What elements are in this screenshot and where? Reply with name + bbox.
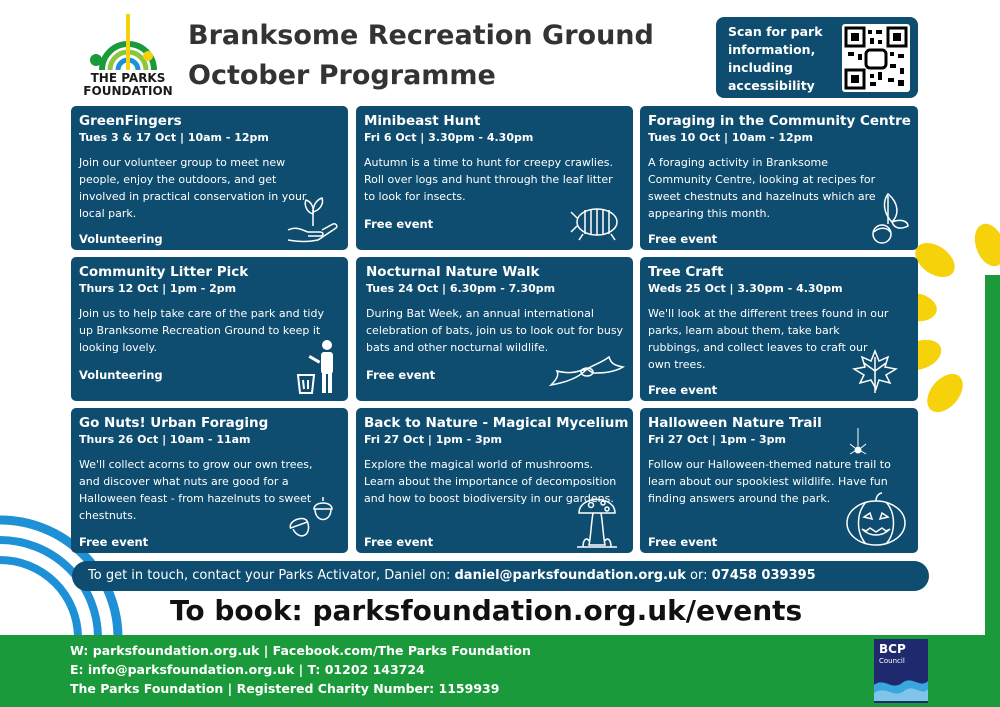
event-tag: Free event xyxy=(364,535,434,549)
contact-or: or: xyxy=(690,568,708,583)
event-date: Thurs 26 Oct | 10am - 11am xyxy=(79,433,251,446)
event-card-greenfingers[interactable] xyxy=(71,106,348,250)
chestnut-leaf-icon xyxy=(862,192,910,246)
bat-icon xyxy=(547,355,627,395)
contact-prefix: To get in touch, contact your Parks Activator, Daniel on: xyxy=(88,568,451,583)
qr-text: Scan for park information, including accessibility xyxy=(728,24,823,93)
logo-text-line2: FOUNDATION xyxy=(83,84,173,98)
event-tag: Free event xyxy=(79,535,149,549)
event-description: We'll look at the different trees found in our parks, learn about them, take bark rubbings, and collect leaves to craft our own trees. xyxy=(648,307,889,371)
event-date: Thurs 12 Oct | 1pm - 2pm xyxy=(79,282,237,295)
park-arch-icon xyxy=(82,10,174,72)
event-title: Nocturnal Nature Walk xyxy=(366,264,540,280)
event-date: Fri 27 Oct | 1pm - 3pm xyxy=(364,433,502,446)
event-tag: Free event xyxy=(366,368,436,382)
event-date: Weds 25 Oct | 3.30pm - 4.30pm xyxy=(648,282,843,295)
event-tag: Free event xyxy=(648,535,718,549)
pumpkin-icon xyxy=(844,491,908,547)
bcp-wave-icon xyxy=(874,671,928,701)
footer-web-social[interactable]: W: parksfoundation.org.uk | Facebook.com/The Parks Foundation xyxy=(70,643,531,658)
footer-email-phone[interactable]: E: info@parksfoundation.org.uk | T: 01202 143724 xyxy=(70,662,425,677)
parks-foundation-logo xyxy=(82,10,174,98)
spider-icon xyxy=(848,428,868,458)
event-date: Fri 6 Oct | 3.30pm - 4.30pm xyxy=(364,131,534,144)
event-card-magical-mycelium[interactable] xyxy=(356,408,633,553)
footer-charity-number: The Parks Foundation | Registered Charity Number: 1159939 xyxy=(70,681,500,696)
bcp-name: BCP xyxy=(879,642,906,656)
contact-phone[interactable]: 07458 039395 xyxy=(711,568,816,583)
event-card-foraging-community-centre[interactable] xyxy=(640,106,918,250)
event-title: Tree Craft xyxy=(648,264,724,280)
page-title xyxy=(188,16,654,96)
event-description: We'll collect acorns to grow our own trees, and discover what nuts are good for a Halloween feast - from hazelnuts to sweet chestnuts. xyxy=(79,458,313,522)
event-tag: Free event xyxy=(648,232,718,246)
event-card-halloween-nature-trail[interactable] xyxy=(640,408,918,553)
event-title: Back to Nature - Magical Mycelium xyxy=(364,415,629,431)
event-date: Fri 27 Oct | 1pm - 3pm xyxy=(648,433,786,446)
title-line1: Branksome Recreation Ground xyxy=(188,20,654,51)
event-description: A foraging activity in Branksome Community Centre, looking at recipes for sweet chestnuts and hazelnuts which are appearing this month. xyxy=(648,156,876,220)
woodlouse-icon xyxy=(569,198,625,244)
qr-panel[interactable] xyxy=(716,17,918,98)
event-description: Autumn is a time to hunt for creepy crawlies. Roll over logs and hunt through the leaf litter to look for insects. xyxy=(364,156,613,203)
title-line2: October Programme xyxy=(188,60,496,91)
contact-bar xyxy=(72,561,929,591)
event-date: Tues 24 Oct | 6.30pm - 7.30pm xyxy=(366,282,556,295)
bcp-council-logo xyxy=(874,639,928,703)
litter-bin-icon xyxy=(296,339,340,395)
event-card-community-litter-pick[interactable] xyxy=(71,257,348,401)
event-description: Join our volunteer group to meet new people, enjoy the outdoors, and get involved in practical conservation in your local park. xyxy=(79,156,307,220)
event-tag: Volunteering xyxy=(79,232,163,246)
event-title: GreenFingers xyxy=(79,113,182,129)
event-description: Follow our Halloween-themed nature trail to learn about our spookiest wildlife. Have fun finding answers around the park. xyxy=(648,458,891,505)
event-description: Explore the magical world of mushrooms. Learn about the importance of decomposition and how to boost biodiversity in our gardens. xyxy=(364,458,617,505)
event-title: Minibeast Hunt xyxy=(364,113,481,129)
event-card-tree-craft[interactable] xyxy=(640,257,918,401)
event-card-nocturnal-nature-walk[interactable] xyxy=(356,257,633,401)
event-description: During Bat Week, an annual international celebration of bats, join us to look out for busy bats and other nocturnal wildlife. xyxy=(366,307,624,354)
event-title: Foraging in the Community Centre xyxy=(648,113,911,129)
event-tag: Volunteering xyxy=(79,368,163,382)
contact-email-link[interactable]: daniel@parksfoundation.org.uk xyxy=(454,568,686,583)
event-date: Tues 10 Oct | 10am - 12pm xyxy=(648,131,813,144)
seedling-hand-icon xyxy=(286,196,340,244)
qr-code-icon[interactable] xyxy=(842,24,910,92)
event-title: Community Litter Pick xyxy=(79,264,249,280)
event-description: Join us to help take care of the park and tidy up Branksome Recreation Ground to keep it looking lovely. xyxy=(79,307,324,354)
event-card-go-nuts-urban-foraging[interactable] xyxy=(71,408,348,553)
maple-leaf-icon xyxy=(852,349,898,395)
event-title: Go Nuts! Urban Foraging xyxy=(79,415,269,431)
footer xyxy=(0,635,1000,707)
event-tag: Free event xyxy=(648,383,718,397)
acorn-icon xyxy=(284,495,340,547)
event-date: Tues 3 & 17 Oct | 10am - 12pm xyxy=(79,131,269,144)
event-card-minibeast-hunt[interactable] xyxy=(356,106,633,250)
mushroom-icon xyxy=(573,491,621,549)
event-tag: Free event xyxy=(364,217,434,231)
booking-link[interactable]: To book: parksfoundation.org.uk/events xyxy=(170,594,803,627)
logo-text-line1: THE PARKS xyxy=(90,71,166,85)
event-title: Halloween Nature Trail xyxy=(648,415,822,431)
bcp-sub: Council xyxy=(879,657,905,665)
